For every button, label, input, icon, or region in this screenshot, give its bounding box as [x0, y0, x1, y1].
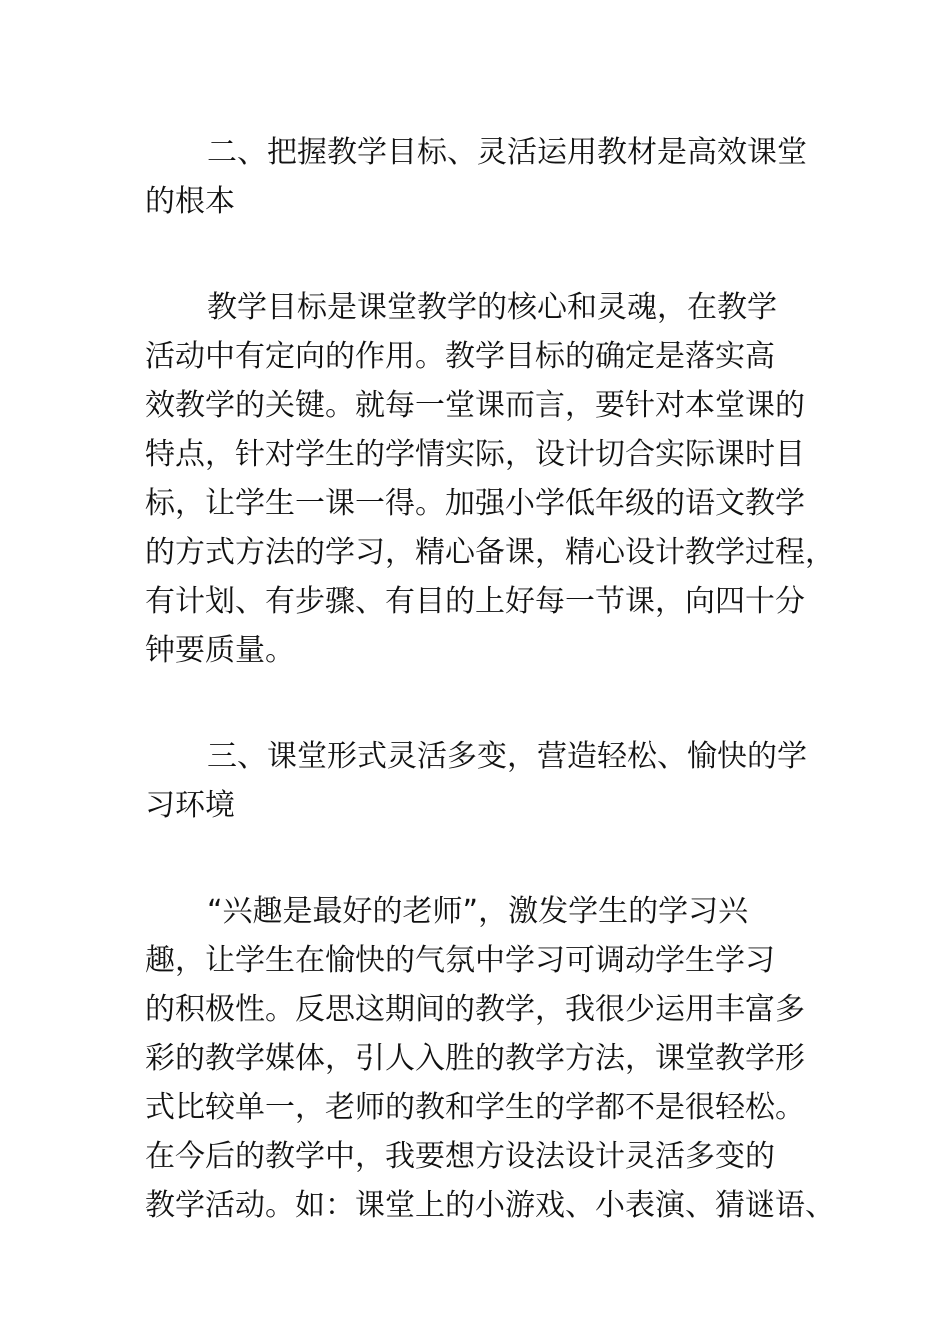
heading-line: 二、把握教学目标、灵活运用教材是高效课堂 — [207, 135, 807, 170]
body-line: 式比较单一，老师的教和学生的学都不是很轻松。 — [145, 1090, 805, 1125]
body-line: 教学活动。如：课堂上的小游戏、小表演、猜谜语、 — [145, 1188, 835, 1223]
section-2-body — [145, 283, 835, 675]
section-3-body — [145, 887, 835, 1230]
body-line: 的积极性。反思这期间的教学，我很少运用丰富多 — [145, 992, 805, 1027]
body-line: 有计划、有步骤、有目的上好每一节课，向四十分 — [145, 584, 805, 619]
body-line: 在今后的教学中，我要想方设法设计灵活多变的 — [145, 1139, 775, 1174]
body-line: “兴趣是最好的老师”，激发学生的学习兴 — [207, 894, 749, 929]
body-line: 效教学的关键。就每一堂课而言，要针对本堂课的 — [145, 388, 805, 423]
section-3-heading — [145, 732, 810, 830]
body-line: 钟要质量。 — [145, 633, 295, 668]
body-line: 标，让学生一课一得。加强小学低年级的语文教学 — [145, 486, 805, 521]
paragraph-gap — [145, 226, 810, 283]
paragraph-gap — [145, 830, 810, 887]
body-line: 的方式方法的学习，精心备课，精心设计教学过程， — [145, 535, 835, 570]
body-line: 彩的教学媒体，引人入胜的教学方法，课堂教学形 — [145, 1041, 805, 1076]
body-line: 教学目标是课堂教学的核心和灵魂，在教学 — [207, 290, 777, 325]
heading-line: 三、课堂形式灵活多变，营造轻松、愉快的学 — [207, 739, 807, 774]
body-line: 特点，针对学生的学情实际，设计切合实际课时目 — [145, 437, 805, 472]
body-line: 活动中有定向的作用。教学目标的确定是落实高 — [145, 339, 775, 374]
body-line: 趣，让学生在愉快的气氛中学习可调动学生学习 — [145, 943, 775, 978]
heading-line: 习环境 — [145, 788, 235, 823]
paragraph-gap — [145, 675, 810, 732]
section-2-heading — [145, 128, 810, 226]
document-page — [145, 128, 835, 1230]
heading-line: 的根本 — [145, 184, 235, 219]
